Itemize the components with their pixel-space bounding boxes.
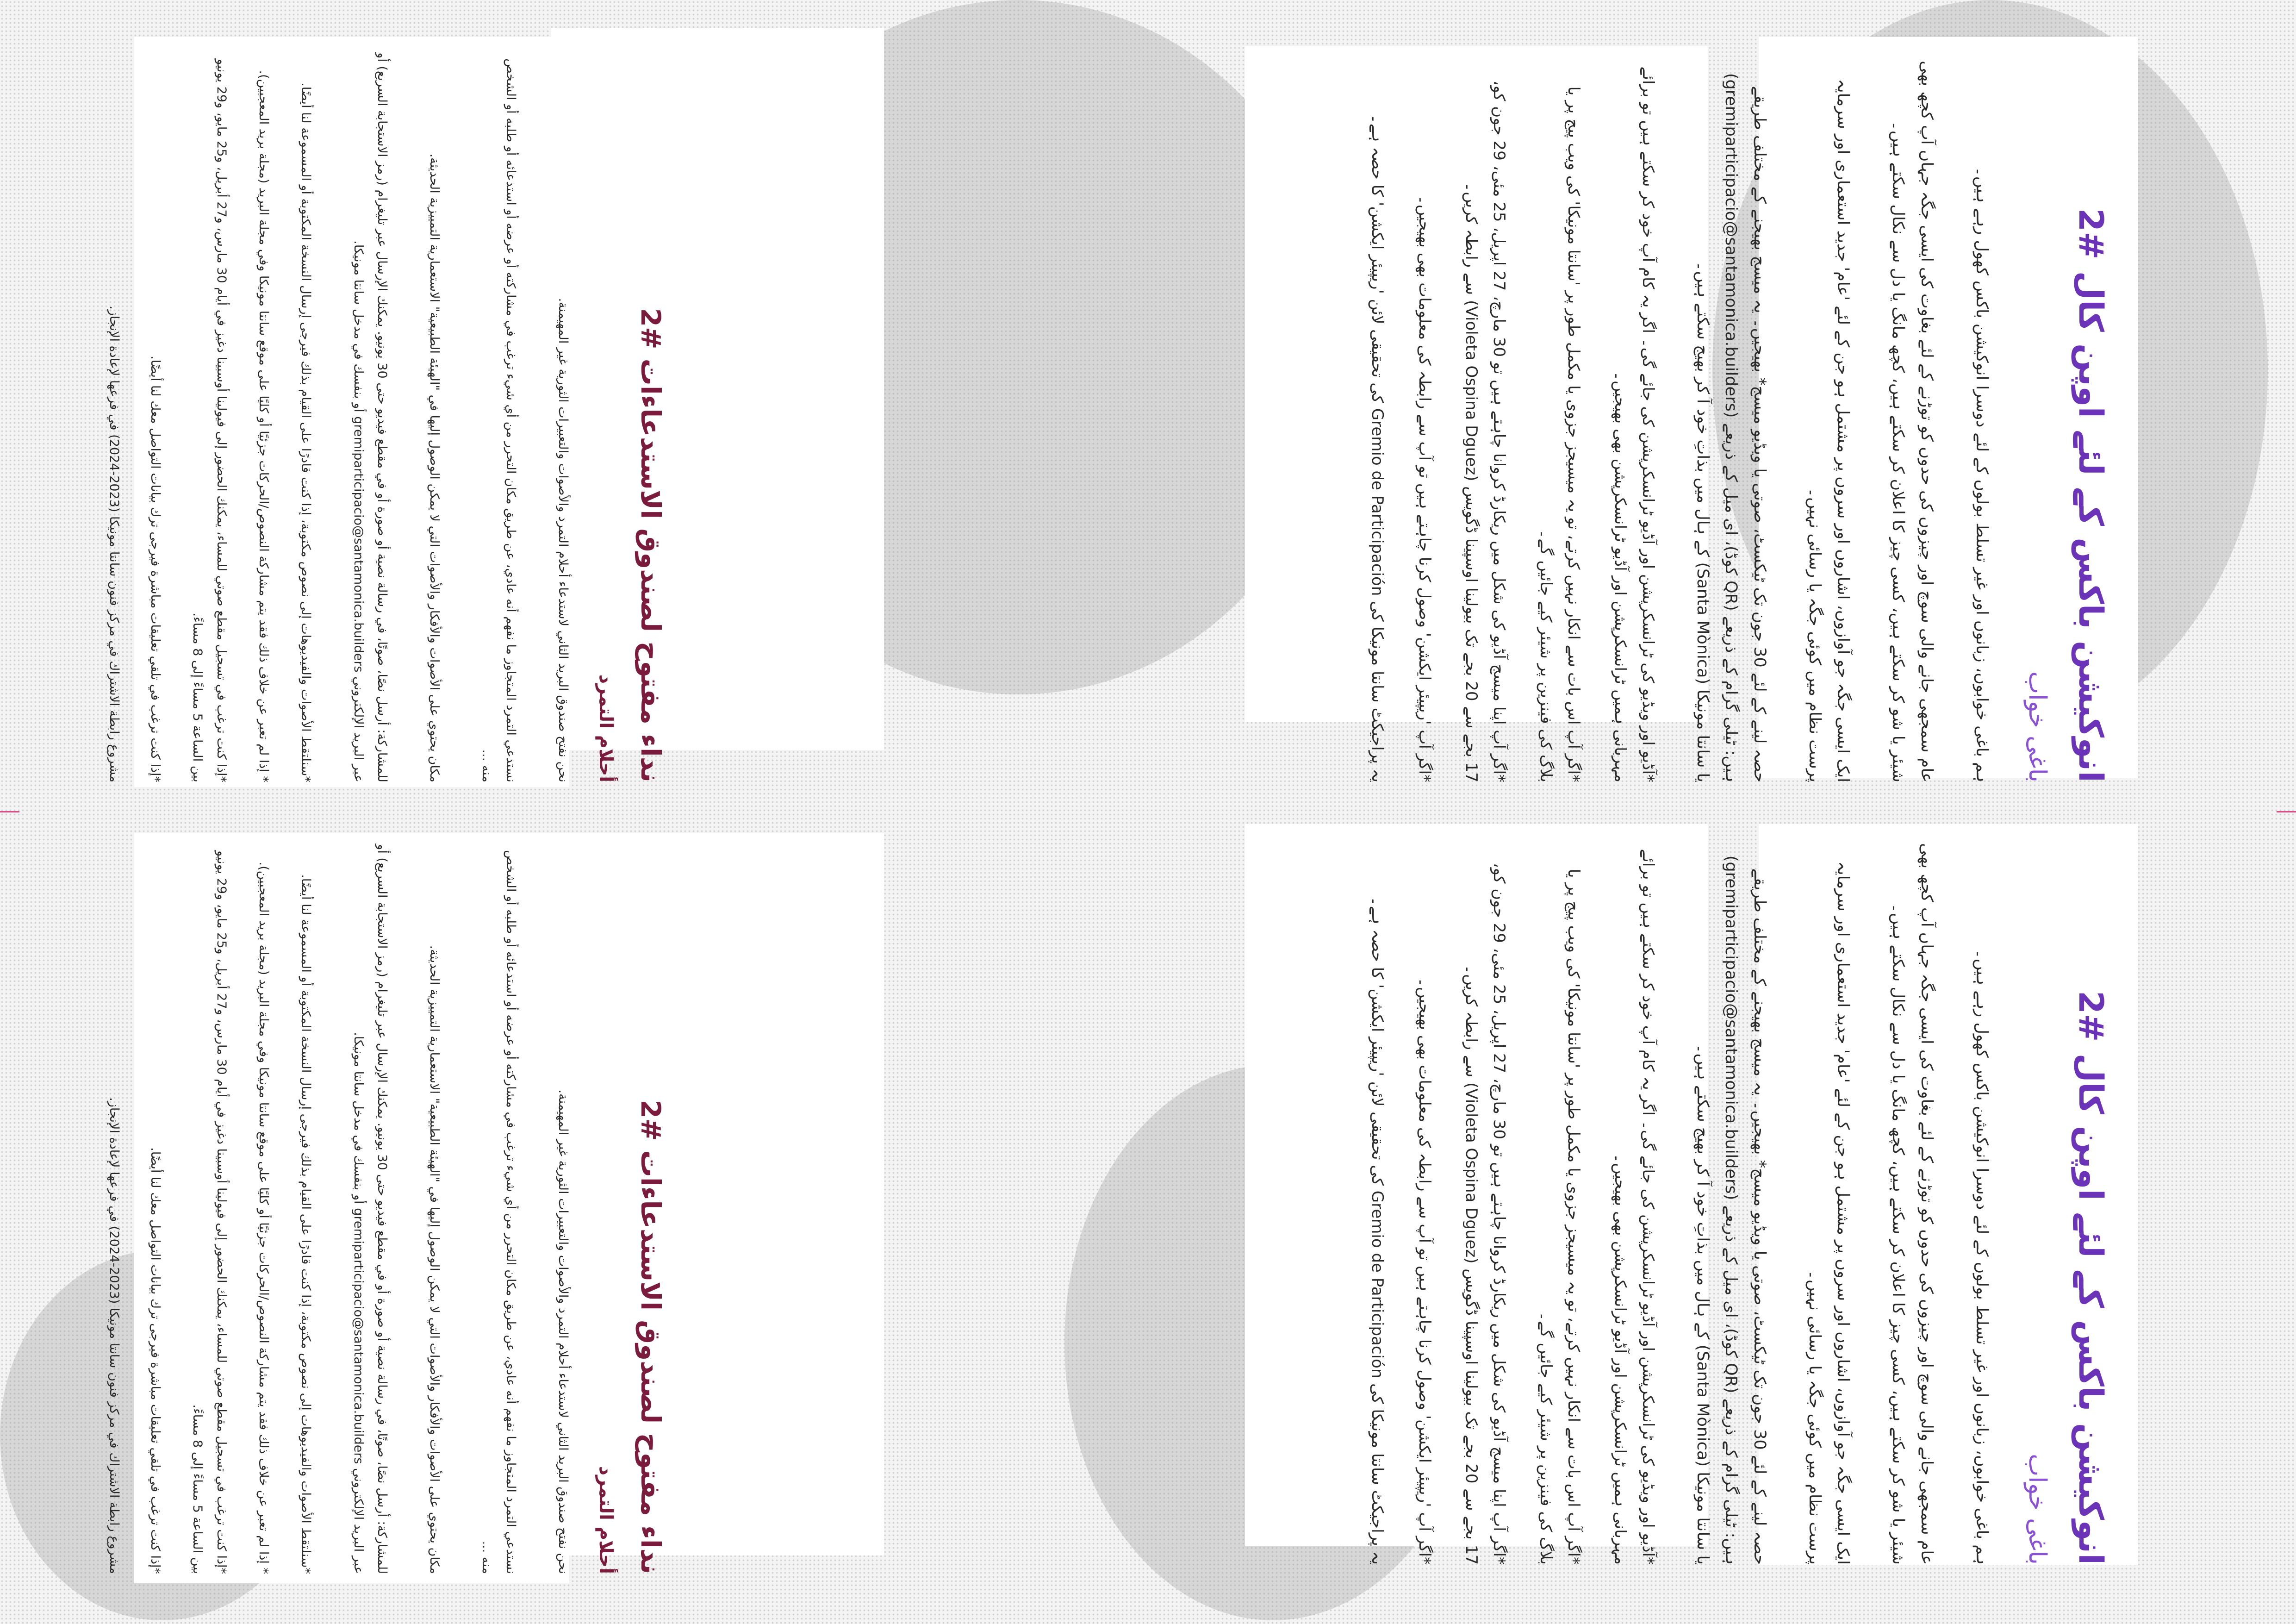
urdu-panel-top <box>1250 42 2129 782</box>
urdu-title: انوکیشن باکس کے لئے اوپن کال #2 <box>2072 990 2110 1565</box>
arabic-column-1 <box>90 51 666 782</box>
urdu-paragraph: ہم باغی خوابوں، زبانوں اور غیر تسلط بولوں کے لئے دوسرا انوکیشن باکس کھول رہے ہیں۔ <box>1972 167 1991 782</box>
urdu-bullet: *اگر آپ اس بات سے انکار نہیں کرتے، تو یہ میسیجز جزوی یا مکمل طور پر 'سانتا مونیکا' کی ویب پیج پر یا بلاگ کی فینزین پر شیئر کیے جائیں گے۔ <box>1537 868 1583 1565</box>
arabic-title: نداء مفتوح لصندوق الاستدعاءات #2 <box>635 1099 666 1574</box>
arabic-paragraph: للمشاركة: أرسل نصًا، صوتًا، في رسالة نصية أو صورة أو في مقطع فيديو حتى 30 يونيو. يمكنك الإرسال عبر تليغرام (رمز الاستجابة السريع) أو عبر البريد الإلكتروني gremiparticipacio@santamonica.builders أو بنفسك في مدخل سانتا مونيكا. <box>351 52 389 782</box>
arabic-footer: مشروع رابطة الاشتراك في مركز فنون سانتا مونيكا (2023-2024) في فرعها لإعادة الإنجاز. <box>106 306 121 782</box>
urdu-title: انوکیشن باکس کے لئے اوپن کال #2 <box>2072 208 2110 782</box>
urdu-bullet: *آڈیو اور ویڈیو کی ٹرانسکرپشن اور آڈیو ٹرانسکرپشن کی جائے گی۔ اگر یہ کام آپ خود کر سکتے ہیں تو برائے مہربانی ہمیں ٹرانسکرپشن اور آڈیو ٹرانسکرپشن بھی بھیجیں۔ <box>1611 66 1657 782</box>
arabic-column-2 <box>90 843 666 1574</box>
arabic-paragraph: للمشاركة: أرسل نصًا، صوتًا، في رسالة نصية أو صورة أو في مقطع فيديو حتى 30 يونيو. يمكنك الإرسال عبر تليغرام (رمز الاستجابة السريع) أو عبر البريد الإلكتروني gremiparticipacio@santamonica.builders أو بنفسك في مدخل سانتا مونيكا. <box>351 844 389 1574</box>
urdu-paragraph: ہم باغی خوابوں، زبانوں اور غیر تسلط بولوں کے لئے دوسرا انوکیشن باکس کھول رہے ہیں۔ <box>1972 949 1991 1565</box>
urdu-column-1 <box>1344 60 2110 782</box>
urdu-footer: یہ پراجیکٹ سانتا مونیکا کی Gremio de Participación کی تحقیقی لائن 'ریپیئر ایکشن' کا حصہ ہے۔ <box>1368 896 1387 1565</box>
arabic-panel-top <box>106 42 703 782</box>
arabic-panel-bottom <box>106 833 703 1574</box>
urdu-paragraph: حصہ لینے کے لئے 30 جون تک ٹیکسٹ، صوتی یا ویڈیو میسج* بھیجیں۔ یہ میسج بھیجنے کے مختلف طریقے ہیں: ٹیلی گرام کے ذریعے (QR کوڈ)، ای میل کے ذریعے (gremiparticipacio@santamonica.builders) یا سانتا مونیکا (Santa Mònica) کے ہال میں بذاتِ خود آ کر بھیج سکتے ہیں۔ <box>1693 73 1769 782</box>
arabic-footer: مشروع رابطة الاشتراك في مركز فنون سانتا مونيكا (2023-2024) في فرعها لإعادة الإنجاز. <box>106 1097 121 1574</box>
arabic-paragraph: نحن نفتح صندوق البريد الثاني لاستدعاء أحلام التمرد والأصوات والتعبيرات الثورية غير المهيمنة. <box>556 298 570 782</box>
arabic-bullet: * إذا لم تعبر عن خلاف ذلك فقد يتم مشاركة النصوص/الحركات جزئيًا أو كليًا على موقع سانتا مونيكا وفي مجلة البريد (مجلة بريد المعجبين). <box>256 862 271 1574</box>
urdu-panel-bottom <box>1250 824 2129 1565</box>
urdu-bullet: *اگر آپ 'ریپیئر ایکشن' وصول کرنا چاہتے ہیں تو آپ سے رابطہ کی معلومات بھی بھیجیں۔ <box>1415 977 1434 1565</box>
urdu-paragraph: حصہ لینے کے لئے 30 جون تک ٹیکسٹ، صوتی یا ویڈیو میسج* بھیجیں۔ یہ میسج بھیجنے کے مختلف طریقے ہیں: ٹیلی گرام کے ذریعے (QR کوڈ)، ای میل کے ذریعے (gremiparticipacio@santamonica.builders) یا سانتا مونیکا (Santa Mònica) کے ہال میں بذاتِ خود آ کر بھیج سکتے ہیں۔ <box>1693 855 1769 1565</box>
urdu-bullet: *آڈیو اور ویڈیو کی ٹرانسکرپشن اور آڈیو ٹرانسکرپشن کی جائے گی۔ اگر یہ کام آپ خود کر سکتے ہیں تو برائے مہربانی ہمیں ٹرانسکرپشن اور آڈیو ٹرانسکرپشن بھی بھیجیں۔ <box>1611 849 1657 1565</box>
crop-mark-right <box>2277 811 2296 812</box>
arabic-bullet: *سنلتقط الأصوات والفيديوهات إلى نصوص مكتوبة، إذا كنت قادرًا على القيام بذلك فيرجى إرسال النسخة المكتوبة أو المسموعة لنا أيضًا. <box>299 82 313 782</box>
urdu-paragraph: ایک ایسی جگہ جو آوازوں، اشاروں اور سروں پر مشتمل ہو جن کے لئے 'عام' جدید استعماری اور سرمایہ پرست نظام میں کوئی جگہ یا رسائی نہیں۔ <box>1805 861 1853 1565</box>
arabic-paragraph: نستدعي التمرد المتجاوز ما نفهم أنه عادي، عن طريق مكان التحرر من أي شيء ترغب في مشاركته أو عرضه أو استدعائه أو طلبه أو الشخص منه ... <box>479 58 518 782</box>
arabic-bullet: *إذا كنت ترغب في تسجيل مقطع صوتي للمساء، يمكنك الحضور إلى فيولينا أوسبينا دغيز في أيام 30 مارس، و27 أبريل، و25 مايو، و29 يونيو بين الساعة 5 مساءً إلى 8 مساءً. <box>190 59 229 782</box>
arabic-paragraph: مكان يحتوي على الأصوات والأفكار والأصوات التي لا يمكن الوصول إليها في "الهيئة الطبيعية" الاستعمارية التمييزية الحديثة. <box>427 153 442 782</box>
urdu-paragraph: عام سمجھی جانے والی سوچ اور چیزوں کی حدوں کو توڑنے کے لئے بغاوت کی ایسی جگہ جہاں آپ کچھ بھی شیئر یا شو کر سکتے ہیں، کسی چیز کا اعلان کر سکتے ہیں، کچھ مانگ یا دل سے نکال سکتے ہیں۔ <box>1889 843 1936 1565</box>
urdu-bullet: *اگر آپ اپنا میسج آڈیو کی شکل میں ریکارڈ کروانا چاہتے ہیں تو 30 مارچ، 27 اپریل، 25 مئی، 29 جون کو، 17 بجے سے 20 بجے تک بیولینا اوسپینا ڈگویس (Violeta Ospina Dguez) سے رابطہ کریں۔ <box>1462 862 1508 1565</box>
urdu-column-2 <box>1344 843 2110 1565</box>
arabic-subtitle: أحلام التمرد <box>595 1466 616 1574</box>
urdu-paragraph: عام سمجھی جانے والی سوچ اور چیزوں کی حدوں کو توڑنے کے لئے بغاوت کی ایسی جگہ جہاں آپ کچھ بھی شیئر یا شو کر سکتے ہیں، کسی چیز کا اعلان کر سکتے ہیں، کچھ مانگ یا دل سے نکال سکتے ہیں۔ <box>1889 61 1936 782</box>
arabic-subtitle: أحلام التمرد <box>595 674 616 782</box>
crop-mark-left <box>0 811 19 812</box>
arabic-paragraph: نحن نفتح صندوق البريد الثاني لاستدعاء أحلام التمرد والأصوات والتعبيرات الثورية غير المهيمنة. <box>556 1089 570 1574</box>
urdu-bullet: *اگر آپ اپنا میسج آڈیو کی شکل میں ریکارڈ کروانا چاہتے ہیں تو 30 مارچ، 27 اپریل، 25 مئی، 29 جون کو، 17 بجے سے 20 بجے تک بیولینا اوسپینا ڈگویس (Violeta Ospina Dguez) سے رابطہ کریں۔ <box>1462 80 1508 782</box>
urdu-footer: یہ پراجیکٹ سانتا مونیکا کی Gremio de Participación کی تحقیقی لائن 'ریپیئر ایکشن' کا حصہ ہے۔ <box>1368 114 1387 782</box>
arabic-title: نداء مفتوح لصندوق الاستدعاءات #2 <box>635 308 666 782</box>
arabic-bullet: *سنلتقط الأصوات والفيديوهات إلى نصوص مكتوبة، إذا كنت قادرًا على القيام بذلك فيرجى إرسال النسخة المكتوبة أو المسموعة لنا أيضًا. <box>299 874 313 1574</box>
arabic-bullet: *إذا كنت ترغب في تلقي تعليقات مباشرة فيرجى ترك بيانات التواصل معك لنا أيضًا. <box>148 356 163 782</box>
urdu-bullet: *اگر آپ اس بات سے انکار نہیں کرتے، تو یہ میسیجز جزوی یا مکمل طور پر 'سانتا مونیکا' کی ویب پیج پر یا بلاگ کی فینزین پر شیئر کیے جائیں گے۔ <box>1537 86 1583 782</box>
arabic-paragraph: مكان يحتوي على الأصوات والأفكار والأصوات التي لا يمكن الوصول إليها في "الهيئة الطبيعية" الاستعمارية التمييزية الحديثة. <box>427 945 442 1574</box>
arabic-bullet: *إذا كنت ترغب في تسجيل مقطع صوتي للمساء، يمكنك الحضور إلى فيولينا أوسبينا دغيز في أيام 30 مارس، و27 أبريل، و25 مايو، و29 يونيو بين الساعة 5 مساءً إلى 8 مساءً. <box>190 850 229 1574</box>
arabic-paragraph: نستدعي التمرد المتجاوز ما نفهم أنه عادي، عن طريق مكان التحرر من أي شيء ترغب في مشاركته أو عرضه أو استدعائه أو طلبه أو الشخص منه ... <box>479 850 518 1574</box>
urdu-paragraph: ایک ایسی جگہ جو آوازوں، اشاروں اور سروں پر مشتمل ہو جن کے لئے 'عام' جدید استعماری اور سرمایہ پرست نظام میں کوئی جگہ یا رسائی نہیں۔ <box>1805 79 1853 782</box>
arabic-bullet: *إذا كنت ترغب في تلقي تعليقات مباشرة فيرجى ترك بيانات التواصل معك لنا أيضًا. <box>148 1147 163 1574</box>
arabic-bullet: * إذا لم تعبر عن خلاف ذلك فقد يتم مشاركة النصوص/الحركات جزئيًا أو كليًا على موقع سانتا مونيكا وفي مجلة البريد (مجلة بريد المعجبين). <box>256 70 271 782</box>
urdu-bullet: *اگر آپ 'ریپیئر ایکشن' وصول کرنا چاہتے ہیں تو آپ سے رابطہ کی معلومات بھی بھیجیں۔ <box>1415 195 1434 782</box>
urdu-subtitle: باغی خواب <box>2023 1454 2051 1565</box>
urdu-subtitle: باغی خواب <box>2023 671 2051 782</box>
